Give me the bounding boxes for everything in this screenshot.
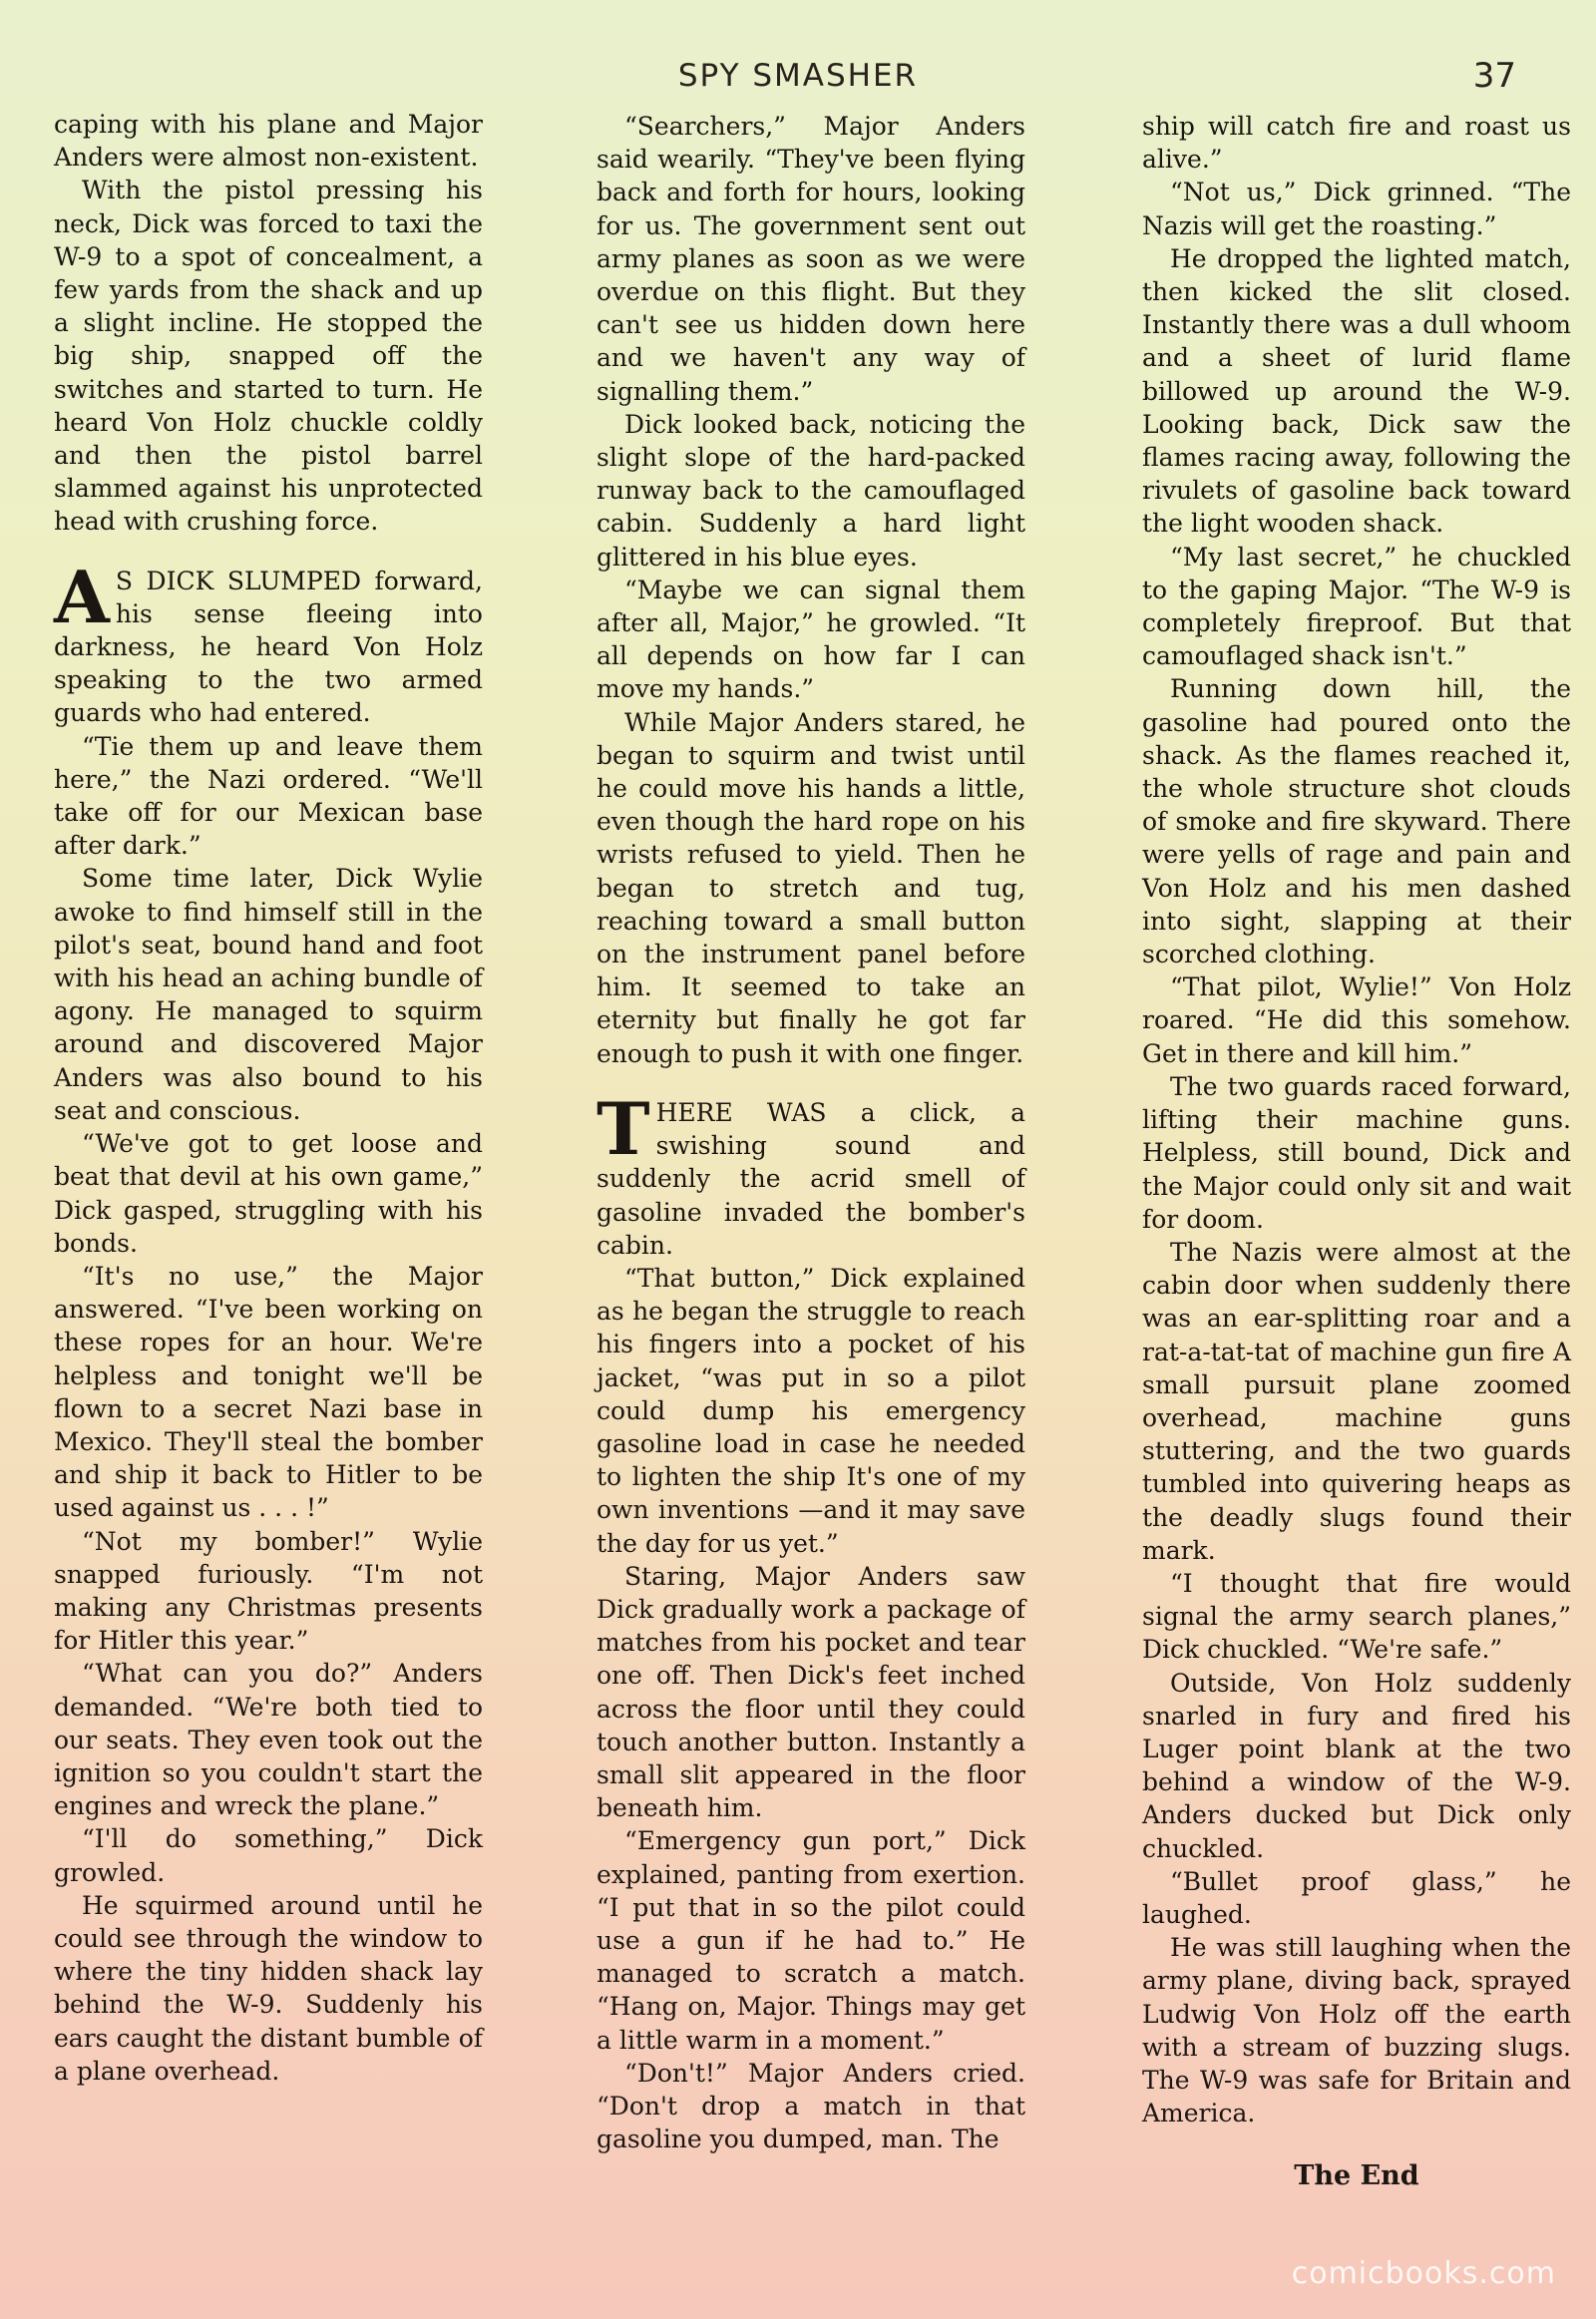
paragraph: “What can you do?” Anders demanded. “We're both tied to our seats. They even took out the ignition so you couldn't start the engines and wreck the plane.” bbox=[54, 1659, 483, 1821]
running-title: SPY SMASHER bbox=[677, 58, 919, 94]
paragraph: “Not us,” Dick grinned. “The Nazis will get the roasting.” bbox=[1142, 178, 1571, 240]
paragraph: “Emergency gun port,” Dick explained, panting from exertion. “I put that in so the pilot could use a gun if he had to.” He managed to scratch a match. “Hang on, Major. Things may get a little warm in a moment.” bbox=[597, 1826, 1025, 2055]
paragraph: The two guards raced forward, lifting their machine guns. Helpless, still bound, Dick and the Major could only sit and wait for doom. bbox=[1142, 1071, 1571, 1234]
paragraph: Dick looked back, noticing the slight slope of the hard-packed runway back to the camouflaged cabin. Suddenly a hard light glittered in his blue eyes. bbox=[597, 409, 1025, 572]
paragraph: “My last secret,” he chuckled to the gaping Major. “The W-9 is completely fireproof. But that camouflaged shack isn't.” bbox=[1142, 542, 1571, 671]
paragraph: ship will catch fire and roast us alive.” bbox=[1142, 112, 1571, 175]
paragraph: “Bullet proof glass,” he laughed. bbox=[1142, 1866, 1571, 1929]
paragraph: “Tie them up and leave them here,” the Nazi ordered. “We'll take off for our Mexican base after dark.” bbox=[54, 731, 483, 861]
paragraph: “Searchers,” Major Anders said wearily. “They've been flying back and forth for hours, looking for us. The government sent out army planes as soon as we were overdue on this flight. But they can't see us hidden down here and we haven't any way of signalling them.” bbox=[597, 112, 1025, 406]
paragraph: caping with his plane and Major Anders were almost non-existent. bbox=[54, 110, 483, 173]
page-number: 37 bbox=[1472, 56, 1516, 96]
page-header bbox=[0, 58, 1596, 102]
paragraph: With the pistol pressing his neck, Dick was forced to taxi the W-9 to a spot of concealment, a few yards from the shack and up a slight incline. He stopped the big ship, snapped off the switches and started to turn. He heard Von Holz chuckle coldly and then the pistol barrel slammed against his unprotected head with crushing force. bbox=[54, 176, 483, 537]
paragraph: Some time later, Dick Wylie awoke to find himself still in the pilot's seat, bound hand and foot with his head an aching bundle of agony. He managed to squirm around and discovered Major Anders was also bound to his seat and conscious. bbox=[54, 864, 483, 1125]
paragraph: He squirmed around until he could see through the window to where the tiny hidden shack lay behind the W-9. Suddenly his ears caught the distant bumble of a plane overhead. bbox=[54, 1890, 483, 2086]
paragraph: “We've got to get loose and beat that devil at his own game,” Dick gasped, struggling with his bonds. bbox=[54, 1129, 483, 1258]
watermark: comicbooks.com bbox=[1291, 2256, 1556, 2291]
paragraph: “That button,” Dick explained as he began the struggle to reach his fingers into a pocket of his jacket, “was put in so a pilot could dump his emergency gasoline load in case he needed to lighten the ship It's one of my own inventions —and it may save the day for us yet.” bbox=[597, 1263, 1025, 1558]
paragraph: Outside, Von Holz suddenly snarled in fury and fired his Luger point blank at the two behind a window of the W-9. Anders ducked but Dick only chuckled. bbox=[1142, 1668, 1571, 1863]
paragraph: “That pilot, Wylie!” Von Holz roared. “He did this somehow. Get in there and kill him.” bbox=[1142, 972, 1571, 1068]
paragraph: Staring, Major Anders saw Dick gradually work a package of matches from his pocket and tear one off. Then Dick's feet inched across the floor until they could touch another button. Instantly a small slit appeared in the floor beneath him. bbox=[597, 1561, 1025, 1823]
paragraph: “Maybe we can signal them after all, Major,” he growled. “It all depends on how far I can move my hands.” bbox=[597, 575, 1025, 704]
paragraph: While Major Anders stared, he began to squirm and twist until he could move his hands a little, even though the hard rope on his wrists refused to yield. Then he began to stretch and tug, reaching toward a small button on the instrument panel before him. It seemed to take an eternity but finally he got far enough to push it with one finger. bbox=[597, 707, 1025, 1068]
paragraph: “I'll do something,” Dick growled. bbox=[54, 1824, 483, 1887]
text-column-3 bbox=[1142, 110, 1571, 2214]
paragraph: Running down hill, the gasoline had poured onto the shack. As the flames reached it, the whole structure shot clouds of smoke and fire skyward. There were yells of rage and pain and Von Holz and his men dashed into sight, slapping at their scorched clothing. bbox=[1142, 674, 1571, 969]
text-column-1 bbox=[54, 108, 483, 2212]
paragraph: “Not my bomber!” Wylie snapped furiously. “I'm not making any Christmas presents for Hitler this year.” bbox=[54, 1526, 483, 1656]
paragraph: The Nazis were almost at the cabin door when suddenly there was an ear-splitting roar and a rat-a-tat-tat of machine gun fire A small pursuit plane zoomed overhead, machine guns stuttering, and the two guards tumbled into quivering heaps as the deadly slugs found their mark. bbox=[1142, 1237, 1571, 1565]
section-opening-paragraph: AS DICK SLUMPED forward, his sense fleeing into darkness, he heard Von Holz speaking to the two armed guards who had entered. bbox=[54, 554, 483, 728]
paragraph: He was still laughing when the army plane, diving back, sprayed Ludwig Von Holz off the earth with a stream of buzzing slugs. The W-9 was safe for Britain and America. bbox=[1142, 1933, 1571, 2128]
paragraph: “Don't!” Major Anders cried. “Don't drop a match in that gasoline you dumped, man. The bbox=[597, 2058, 1025, 2154]
story-end-label: The End bbox=[1294, 2160, 1419, 2192]
paragraph: “It's no use,” the Major answered. “I've been working on these ropes for an hour. We're helpless and tonight we'll be flown to a secret Nazi base in Mexico. They'll steal the bomber and ship it back to Hitler to be used against us . . . !” bbox=[54, 1261, 483, 1523]
section-opening-paragraph: THERE WAS a click, a swishing sound and suddenly the acrid smell of gasoline invaded the bomber's cabin. bbox=[597, 1085, 1025, 1260]
paragraph: He dropped the lighted match, then kicked the slit closed. Instantly there was a dull whoom and a sheet of lurid flame billowed up around the W-9. Looking back, Dick saw the flames racing away, following the rivulets of gasoline back toward the light wooden shack. bbox=[1142, 243, 1571, 539]
text-column-2 bbox=[597, 110, 1025, 2214]
paragraph: “I thought that fire would signal the army search planes,” Dick chuckled. “We're safe.” bbox=[1142, 1568, 1571, 1665]
